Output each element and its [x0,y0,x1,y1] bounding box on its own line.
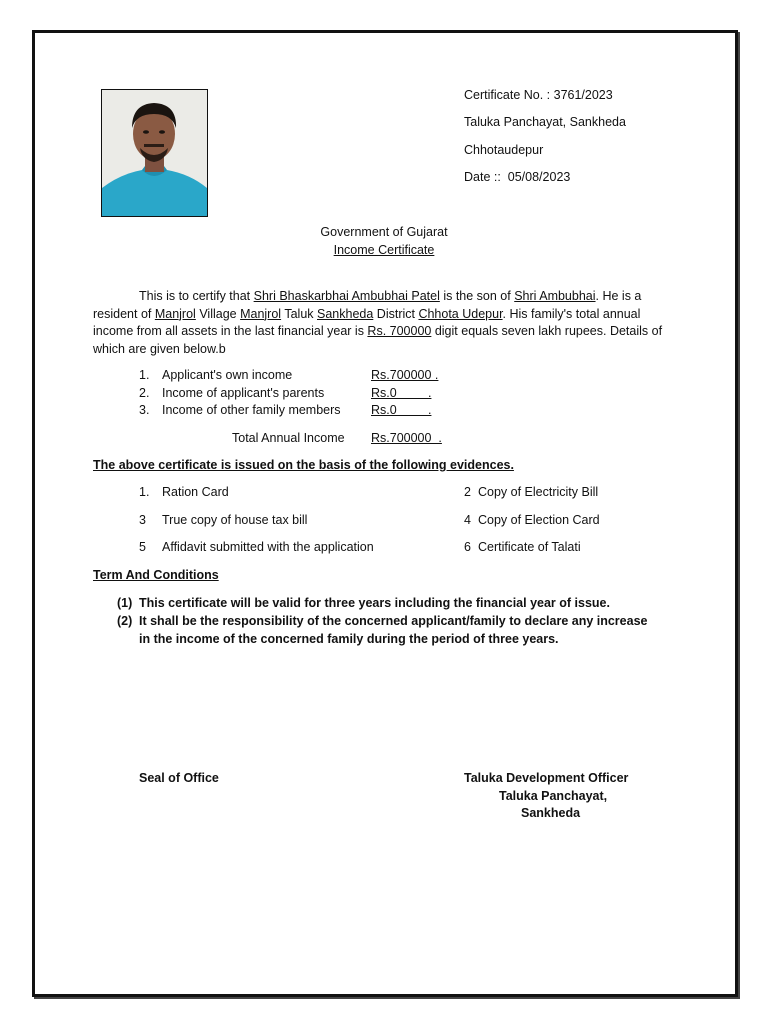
evidence-num: 1. [139,485,150,499]
income-item-label: Applicant's own income [162,368,293,382]
income-amount: Rs. 700000 [367,324,432,338]
body-text: This is to certify that [139,289,254,303]
income-item-label: Income of applicant's parents [162,386,325,400]
date-label: Date :: [464,170,501,184]
evidence-item: Certificate of Talati [478,540,581,554]
income-item-num: 1. [139,368,150,382]
body-text: . He is a resident of [93,289,642,321]
evidence-item: Ration Card [162,485,229,499]
officer-office: Taluka Panchayat, [499,789,608,803]
income-item-num: 2. [139,386,150,400]
total-income-value: Rs.700000 . [371,431,442,445]
village-name: Manjrol [154,306,196,321]
total-income-label: Total Annual Income [232,431,345,445]
district-name: Chhota Udepur [418,306,503,321]
officer-place: Sankheda [521,806,581,820]
certification-paragraph [93,288,675,358]
issuing-office: Taluka Panchayat, Sankheda [464,115,626,129]
term-text: It shall be the responsibility of the concerned applicant/family to declare any increase in the income of the concerned family during the period of three years. [139,614,648,646]
father-name: Shri Ambubhai [514,289,596,303]
body-text: District [373,306,419,321]
income-item-value: Rs.0 . [371,403,432,417]
evidence-num: 6 [464,540,471,554]
term-text: This certificate will be valid for three years including the financial year of issue. [139,596,610,610]
evidence-item: Copy of Electricity Bill [478,485,599,499]
evidence-item: Copy of Election Card [478,513,600,527]
term-number: (2) [117,614,133,628]
body-text: . His family's total annual income from all assets in the last financial year is [93,306,641,338]
term-item [117,595,677,613]
applicant-name: Shri Bhaskarbhai Ambubhai Patel [253,289,440,303]
income-item-value: Rs.700000 . [371,368,439,382]
body-text: is the son of [439,289,515,303]
evidence-heading: The above certificate is issued on the basis of the following evidences. [93,458,514,472]
income-item-value: Rs.0 . [371,386,432,400]
issue-date [464,170,570,184]
village-taluk: Manjrol [240,306,282,321]
taluk-name: Sankheda [317,306,374,321]
evidence-item: True copy of house tax bill [162,513,308,527]
issuing-district: Chhotaudepur [464,143,544,157]
certificate-title: Income Certificate [333,243,435,257]
date-value: 05/08/2023 [507,170,571,184]
terms-heading: Term And Conditions [93,568,219,582]
body-text: Village [195,306,241,321]
term-number: (1) [117,596,133,610]
income-item-num: 3. [139,403,150,417]
body-text: Taluk [281,306,317,321]
body-text: digit equals seven lakh rupees. Details of which are given below.b [93,324,663,356]
evidence-num: 5 [139,540,146,554]
evidence-item: Affidavit submitted with the application [162,540,374,554]
seal-of-office: Seal of Office [139,771,219,785]
income-item-label: Income of other family members [162,403,341,417]
government-title: Government of Gujarat [320,225,448,239]
evidence-num: 4 [464,513,471,527]
certificate-number: Certificate No. : 3761/2023 [464,88,613,102]
officer-title: Taluka Development Officer [464,771,629,785]
evidence-num: 2 [464,485,471,499]
applicant-photo [101,89,208,217]
term-item [117,613,662,648]
evidence-num: 3 [139,513,146,527]
